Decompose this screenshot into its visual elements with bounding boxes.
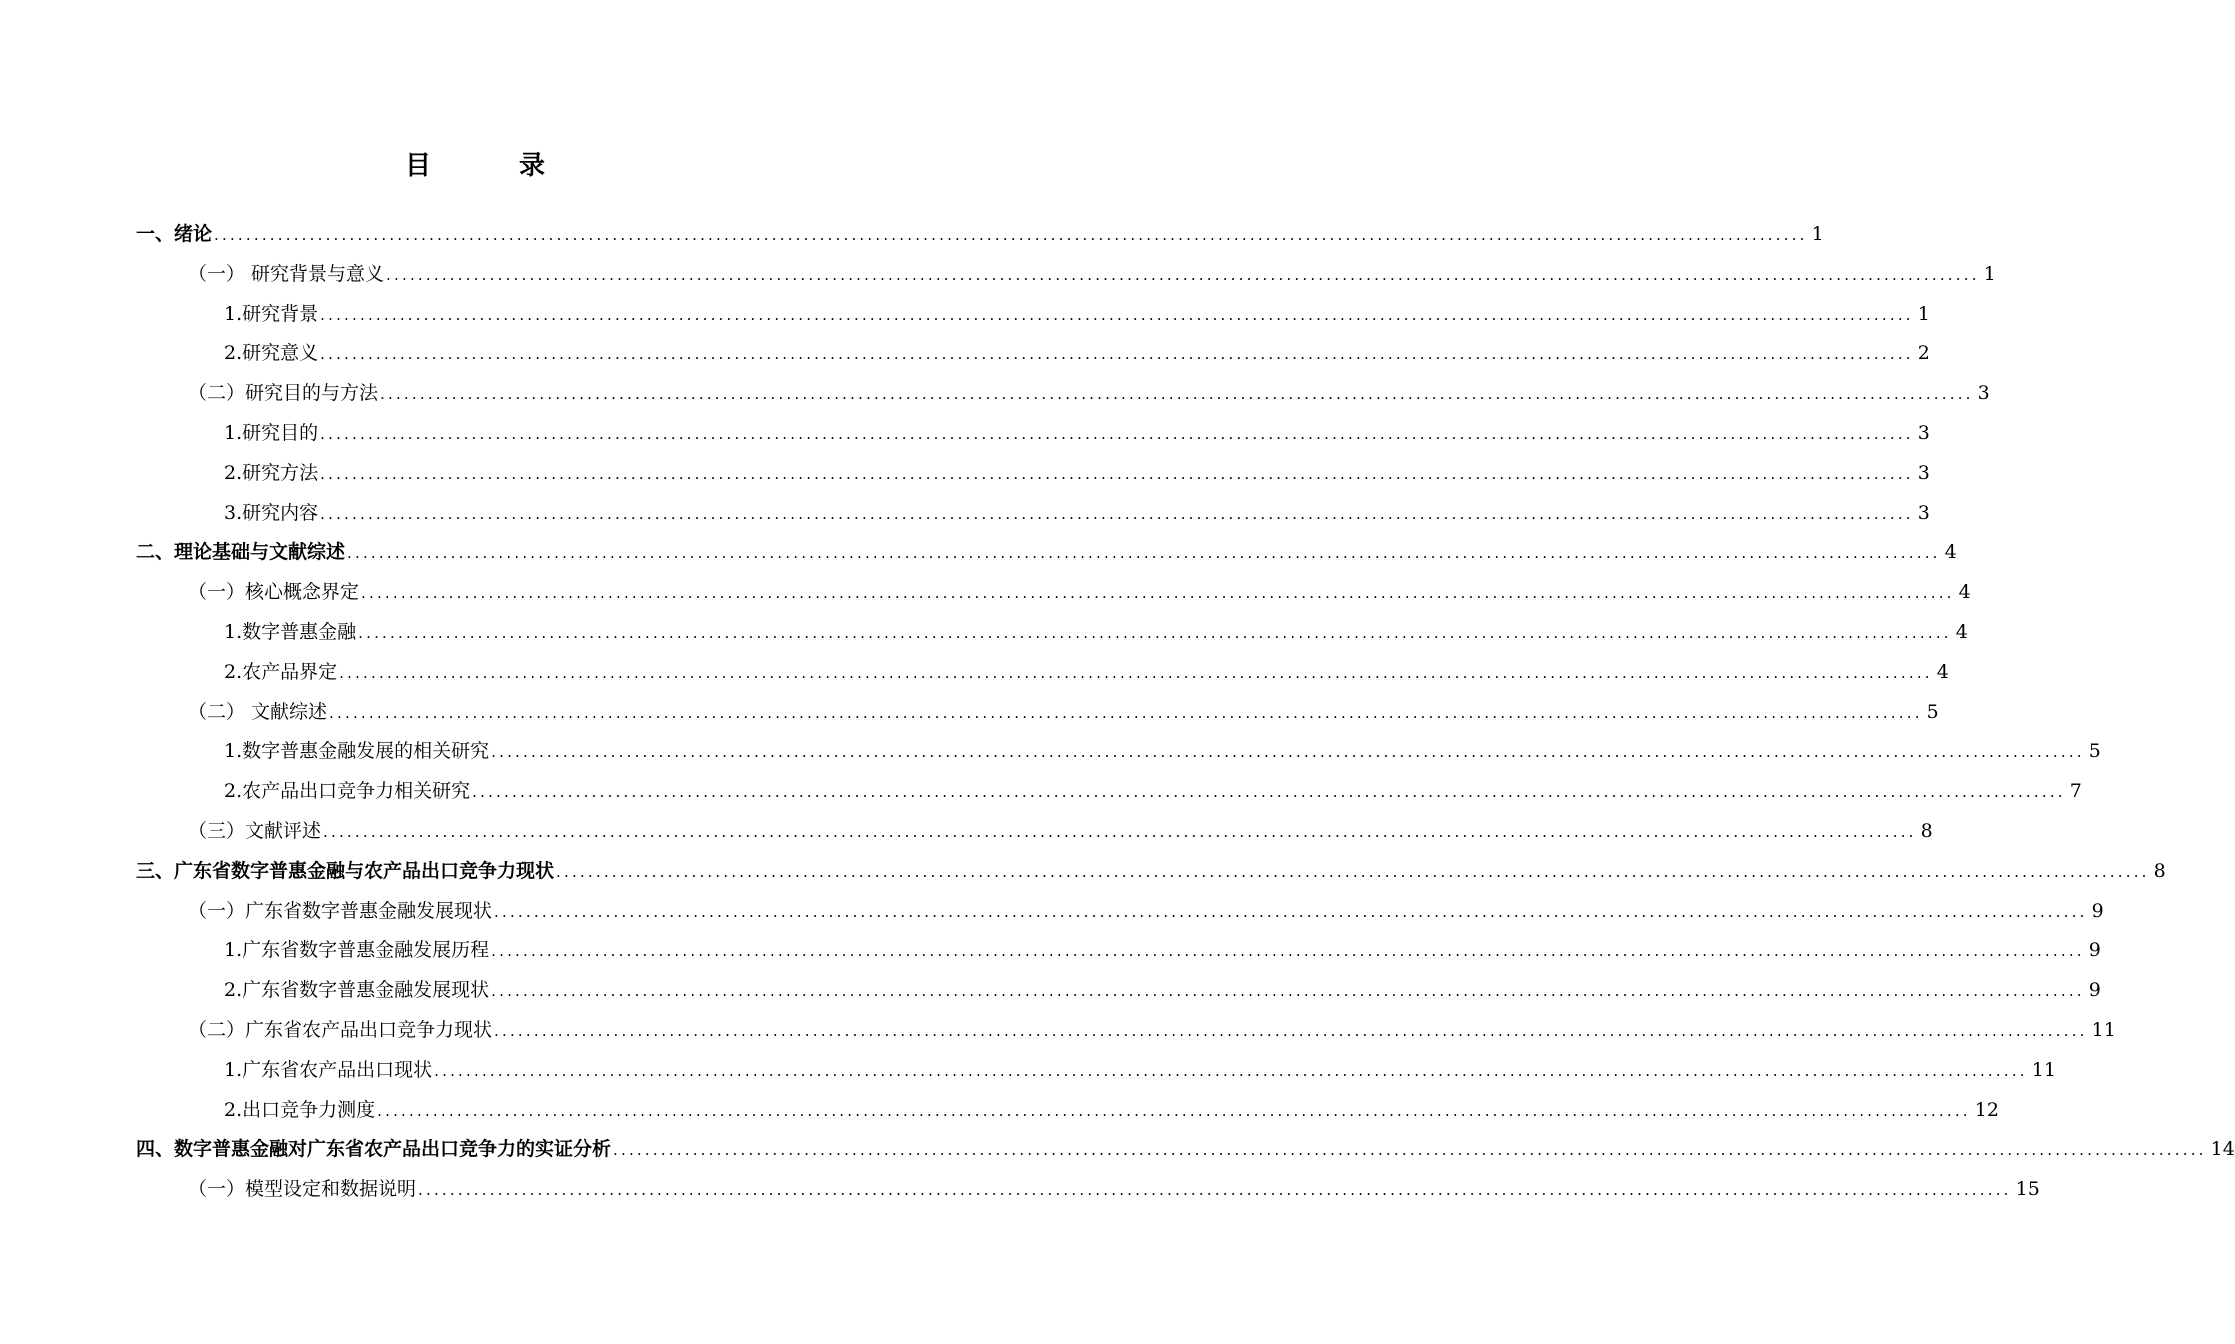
toc-entry-label: 四、数字普惠金融对广东省农产品出口竞争力的实证分析 xyxy=(136,1138,612,1160)
toc-entry[interactable] xyxy=(188,378,1990,408)
toc-entry-page-number: 3 xyxy=(1977,382,1990,404)
toc-entry-page-number: 1 xyxy=(1917,303,1930,325)
toc-entry[interactable] xyxy=(224,1095,1999,1125)
toc-entry[interactable] xyxy=(224,617,1968,647)
toc-entry-label: 1.研究背景 xyxy=(224,303,319,325)
toc-entry-label: （二） 文献综述 xyxy=(188,701,328,723)
toc-entry-label: （一）广东省数字普惠金融发展现状 xyxy=(188,900,493,922)
toc-entry-page-number: 3 xyxy=(1917,422,1930,444)
toc-entry[interactable] xyxy=(224,935,2101,965)
page-title xyxy=(0,148,950,184)
toc-dot-leader: ........................................................................................................................................................................................................ xyxy=(320,345,1914,363)
toc-dot-leader: ........................................................................................................................................................................................................ xyxy=(491,982,2085,1000)
toc-entry-page-number: 9 xyxy=(2088,939,2101,961)
toc-dot-leader: ........................................................................................................................................................................................................ xyxy=(339,664,1933,682)
toc-entry-label: （二）广东省农产品出口竞争力现状 xyxy=(188,1019,493,1041)
toc-dot-leader: ........................................................................................................................................................................................................ xyxy=(377,1102,1971,1120)
toc-entry-page-number: 11 xyxy=(2091,1019,2116,1041)
toc-entry-page-number: 4 xyxy=(1944,541,1957,563)
toc-dot-leader: ........................................................................................................................................................................................................ xyxy=(347,544,1941,562)
toc-entry[interactable] xyxy=(188,697,1939,727)
toc-entry-label: 2.农产品出口竞争力相关研究 xyxy=(224,780,471,802)
toc-entry-label: （二）研究目的与方法 xyxy=(188,382,379,404)
toc-entry-label: 三、广东省数字普惠金融与农产品出口竞争力现状 xyxy=(136,860,555,882)
toc-entry[interactable] xyxy=(224,975,2101,1005)
toc-entry[interactable] xyxy=(224,776,2082,806)
toc-dot-leader: ........................................................................................................................................................................................................ xyxy=(386,266,1980,284)
toc-dot-leader: ........................................................................................................................................................................................................ xyxy=(214,226,1808,244)
toc-entry[interactable] xyxy=(188,577,1971,607)
toc-entry-page-number: 8 xyxy=(2153,860,2166,882)
toc-dot-leader: ........................................................................................................................................................................................................ xyxy=(434,1062,2028,1080)
toc-entry-page-number: 14 xyxy=(2210,1138,2235,1160)
toc-entry-page-number: 2 xyxy=(1917,342,1930,364)
toc-dot-leader: ........................................................................................................................................................................................................ xyxy=(494,903,2088,921)
toc-entry-page-number: 4 xyxy=(1936,661,1949,683)
toc-entry-label: 3.研究内容 xyxy=(224,502,319,524)
toc-dot-leader: ........................................................................................................................................................................................................ xyxy=(491,942,2085,960)
toc-dot-leader: ........................................................................................................................................................................................................ xyxy=(494,1022,2088,1040)
toc-entry-label: 一、绪论 xyxy=(136,223,213,245)
toc-entry[interactable] xyxy=(224,418,1930,448)
toc-entry-page-number: 9 xyxy=(2088,979,2101,1001)
toc-dot-leader: ........................................................................................................................................................................................................ xyxy=(320,425,1914,443)
toc-entry-label: 1.数字普惠金融 xyxy=(224,621,357,643)
toc-entry[interactable] xyxy=(224,657,1949,687)
toc-entry-label: 2.广东省数字普惠金融发展现状 xyxy=(224,979,490,1001)
toc-entry[interactable] xyxy=(136,1134,2235,1164)
toc-entry-label: （一）模型设定和数据说明 xyxy=(188,1178,417,1200)
toc-entry[interactable] xyxy=(188,896,2104,926)
toc-entry[interactable] xyxy=(188,1174,2040,1204)
title-char-2: 录 xyxy=(519,151,546,181)
toc-entry-label: 1.研究目的 xyxy=(224,422,319,444)
toc-entry-page-number: 7 xyxy=(2069,780,2082,802)
toc-entry[interactable] xyxy=(136,856,2166,886)
toc-entry-label: 二、理论基础与文献综述 xyxy=(136,541,346,563)
toc-entry-label: 1.广东省农产品出口现状 xyxy=(224,1059,433,1081)
toc-entry[interactable] xyxy=(224,299,1930,329)
toc-entry[interactable] xyxy=(188,259,1996,289)
toc-dot-leader: ........................................................................................................................................................................................................ xyxy=(320,306,1914,324)
toc-entry-page-number: 1 xyxy=(1983,263,1996,285)
toc-dot-leader: ........................................................................................................................................................................................................ xyxy=(320,505,1914,523)
toc-entry[interactable] xyxy=(224,736,2101,766)
toc-entry-label: （一）核心概念界定 xyxy=(188,581,360,603)
toc-entry-page-number: 3 xyxy=(1917,462,1930,484)
toc-dot-leader: ........................................................................................................................................................................................................ xyxy=(320,465,1914,483)
toc-dot-leader: ........................................................................................................................................................................................................ xyxy=(556,863,2150,881)
toc-dot-leader: ........................................................................................................................................................................................................ xyxy=(323,823,1917,841)
toc-entry-page-number: 3 xyxy=(1917,502,1930,524)
toc-entry-page-number: 5 xyxy=(1926,701,1939,723)
toc-entry[interactable] xyxy=(224,338,1930,368)
toc-entry-page-number: 8 xyxy=(1920,820,1933,842)
toc-dot-leader: ........................................................................................................................................................................................................ xyxy=(491,743,2085,761)
toc-entry[interactable] xyxy=(224,498,1930,528)
toc-entry-page-number: 5 xyxy=(2088,740,2101,762)
toc-entry-page-number: 4 xyxy=(1955,621,1968,643)
toc-entry[interactable] xyxy=(224,458,1930,488)
toc-entry[interactable] xyxy=(136,537,1957,567)
toc-entry-label: 2.研究意义 xyxy=(224,342,319,364)
toc-dot-leader: ........................................................................................................................................................................................................ xyxy=(329,704,1923,722)
toc-entry-page-number: 1 xyxy=(1811,223,1824,245)
toc-entry[interactable] xyxy=(136,219,1824,249)
toc-entry[interactable] xyxy=(224,1055,2056,1085)
toc-dot-leader: ........................................................................................................................................................................................................ xyxy=(361,584,1955,602)
toc-entry-label: 1.广东省数字普惠金融发展历程 xyxy=(224,939,490,961)
toc-entry-label: （三）文献评述 xyxy=(188,820,322,842)
toc-entry[interactable] xyxy=(188,816,1933,846)
toc-dot-leader: ........................................................................................................................................................................................................ xyxy=(358,624,1952,642)
toc-entry-label: 2.农产品界定 xyxy=(224,661,338,683)
toc-dot-leader: ........................................................................................................................................................................................................ xyxy=(380,385,1974,403)
toc-entry-page-number: 4 xyxy=(1958,581,1971,603)
toc-entry-label: 1.数字普惠金融发展的相关研究 xyxy=(224,740,490,762)
toc-dot-leader: ........................................................................................................................................................................................................ xyxy=(418,1181,2012,1199)
toc-entry-page-number: 9 xyxy=(2091,900,2104,922)
toc-dot-leader: ........................................................................................................................................................................................................ xyxy=(613,1141,2207,1159)
toc-entry[interactable] xyxy=(188,1015,2116,1045)
toc-dot-leader: ........................................................................................................................................................................................................ xyxy=(472,783,2066,801)
toc-entry-label: 2.研究方法 xyxy=(224,462,319,484)
toc-entry-label: 2.出口竞争力测度 xyxy=(224,1099,376,1121)
toc-entry-page-number: 12 xyxy=(1974,1099,1999,1121)
toc-entry-label: （一） 研究背景与意义 xyxy=(188,263,385,285)
title-char-1: 目 xyxy=(404,151,431,181)
toc-entry-page-number: 15 xyxy=(2015,1178,2040,1200)
toc-entry-page-number: 11 xyxy=(2031,1059,2056,1081)
